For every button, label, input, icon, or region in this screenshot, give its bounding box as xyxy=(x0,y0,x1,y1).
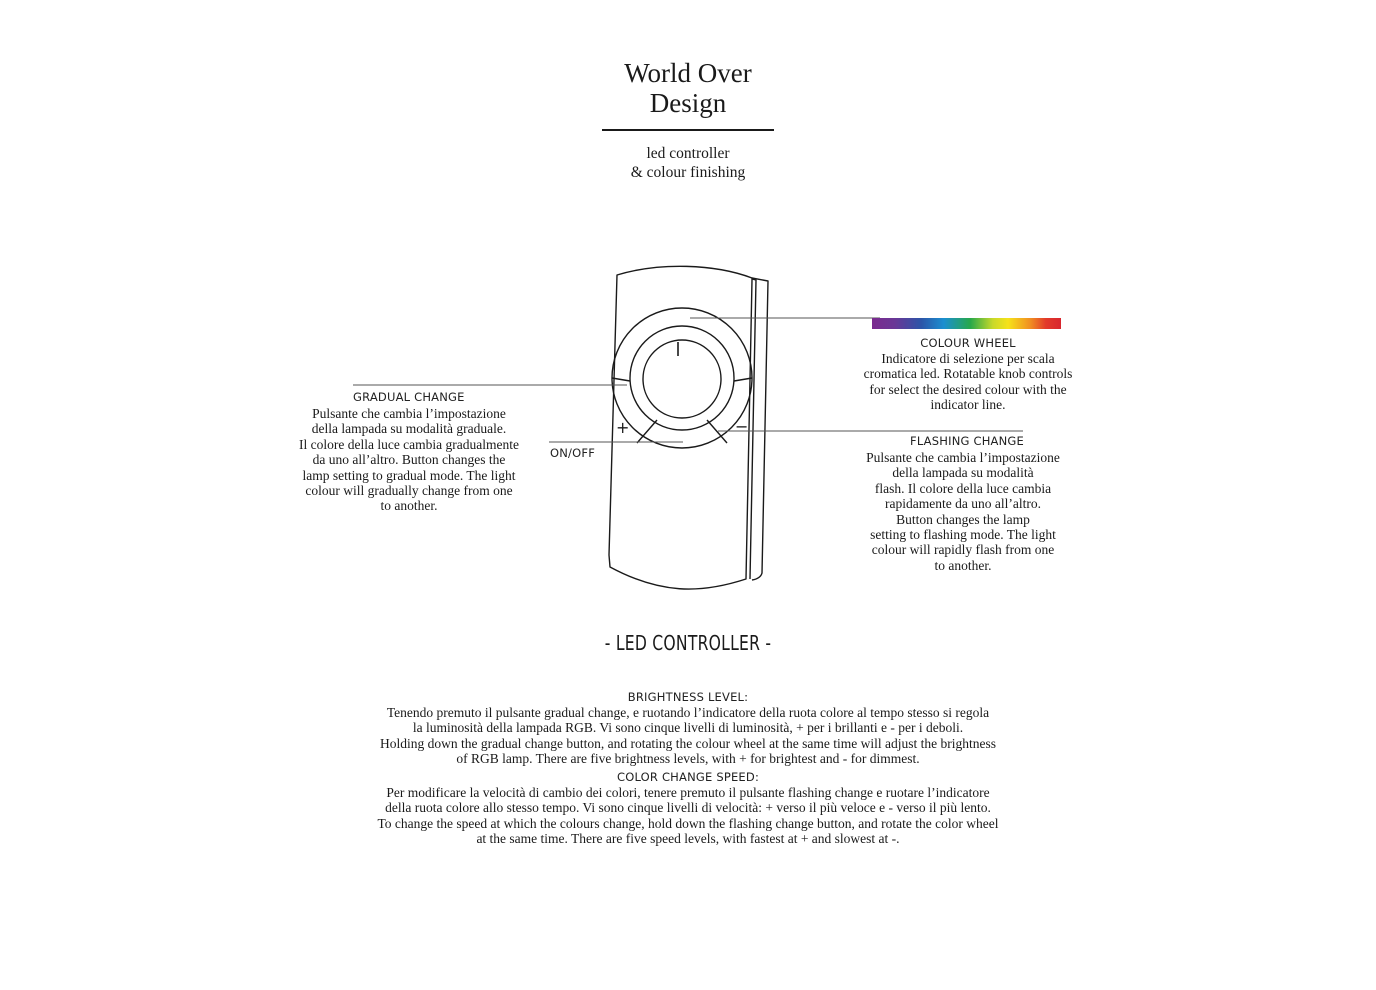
colour-wheel-knob xyxy=(643,340,721,418)
flashing-change-line: Pulsante che cambia l’impostazione xyxy=(866,450,1060,465)
flashing-change-line: setting to flashing mode. The light xyxy=(870,527,1056,543)
button-ring-inner xyxy=(630,326,734,430)
section-title: - LED CONTROLLER - xyxy=(604,631,772,655)
subtitle-line-1: led controller xyxy=(646,145,730,162)
gradual-change-line: lamp setting to gradual mode. The light xyxy=(302,467,516,483)
gradual-change-line: colour will gradually change from one xyxy=(305,483,513,499)
colour-spectrum-bar xyxy=(872,318,1061,329)
speed-line: To change the speed at which the colours change, hold down the flashing change button, and rotate the color wheel xyxy=(377,815,999,831)
colour-wheel-description xyxy=(828,351,1108,413)
brightness-level-description xyxy=(248,705,1128,767)
gradual-change-line: to another. xyxy=(380,498,438,514)
minus-symbol: − xyxy=(735,417,749,436)
speed-line: della ruota colore allo stesso tempo. Vi sono cinque livelli di velocità: + verso il più veloce e - verso il più lento. xyxy=(385,800,991,816)
speed-line: at the same time. There are five speed levels, with fastest at + and slowest at -. xyxy=(476,831,900,847)
flashing-change-line: della lampada su modalità xyxy=(892,465,1034,481)
flashing-change-line: rapidamente da uno all’altro. xyxy=(885,496,1041,512)
gradual-change-line: da uno all’altro. Button changes the xyxy=(312,452,506,468)
gradual-change-label: GRADUAL CHANGE xyxy=(353,390,465,404)
color-change-speed-description xyxy=(248,785,1128,847)
flashing-change-line: Button changes the lamp xyxy=(896,511,1030,527)
brightness-level-label: BRIGHTNESS LEVEL: xyxy=(627,690,749,704)
gradual-change-line: Il colore della luce cambia gradualmente xyxy=(298,436,519,452)
gradual-change-line: della lampada su modalità graduale. xyxy=(311,421,507,437)
remote-side xyxy=(752,278,768,580)
brand-line-1: World Over xyxy=(624,58,752,88)
flashing-change-label: FLASHING CHANGE xyxy=(910,434,1024,448)
subtitle-line-2: & colour finishing xyxy=(630,164,746,181)
ring-separator-bottom-right xyxy=(707,420,727,443)
flashing-change-description xyxy=(823,450,1103,573)
gradual-change-line: Pulsante che cambia l’impostazione xyxy=(312,406,506,421)
ring-separator-bottom-left xyxy=(637,420,657,443)
brightness-line: of RGB lamp. There are five brightness levels, with + for brightest and - for dimmest. xyxy=(456,751,920,767)
gradual-change-description xyxy=(262,406,556,514)
colour-wheel-label: COLOUR WHEEL xyxy=(920,336,1016,350)
plus-symbol: + xyxy=(616,418,630,437)
on-off-label: ON/OFF xyxy=(550,446,596,460)
flashing-change-line: to another. xyxy=(934,557,992,573)
colour-wheel-line: for select the desired colour with the xyxy=(869,381,1067,397)
button-ring-outer xyxy=(612,308,752,448)
brightness-line: Tenendo premuto il pulsante gradual change, e ruotando l’indicatore della ruota colore al tempo stesso si regola xyxy=(386,705,990,720)
flashing-change-line: flash. Il colore della luce cambia xyxy=(874,480,1052,496)
flashing-change-line: colour will rapidly flash from one xyxy=(871,542,1055,558)
colour-wheel-line: Indicatore di selezione per scala xyxy=(881,351,1055,366)
colour-wheel-line: cromatica led. Rotatable knob controls xyxy=(863,366,1073,382)
brightness-line: Holding down the gradual change button, and rotating the colour wheel at the same time will adjust the brightness xyxy=(380,735,996,751)
colour-wheel-line: indicator line. xyxy=(930,397,1006,413)
brightness-line: la luminosità della lampada RGB. Vi sono cinque livelli di luminosità, + per i brillanti e - per i deboli. xyxy=(412,720,964,736)
color-change-speed-label: COLOR CHANGE SPEED: xyxy=(616,770,760,784)
brand-line-2: Design xyxy=(649,88,727,118)
speed-line: Per modificare la velocità di cambio dei colori, tenere premuto il pulsante flashing change e ruotare l’indicatore xyxy=(386,785,990,800)
